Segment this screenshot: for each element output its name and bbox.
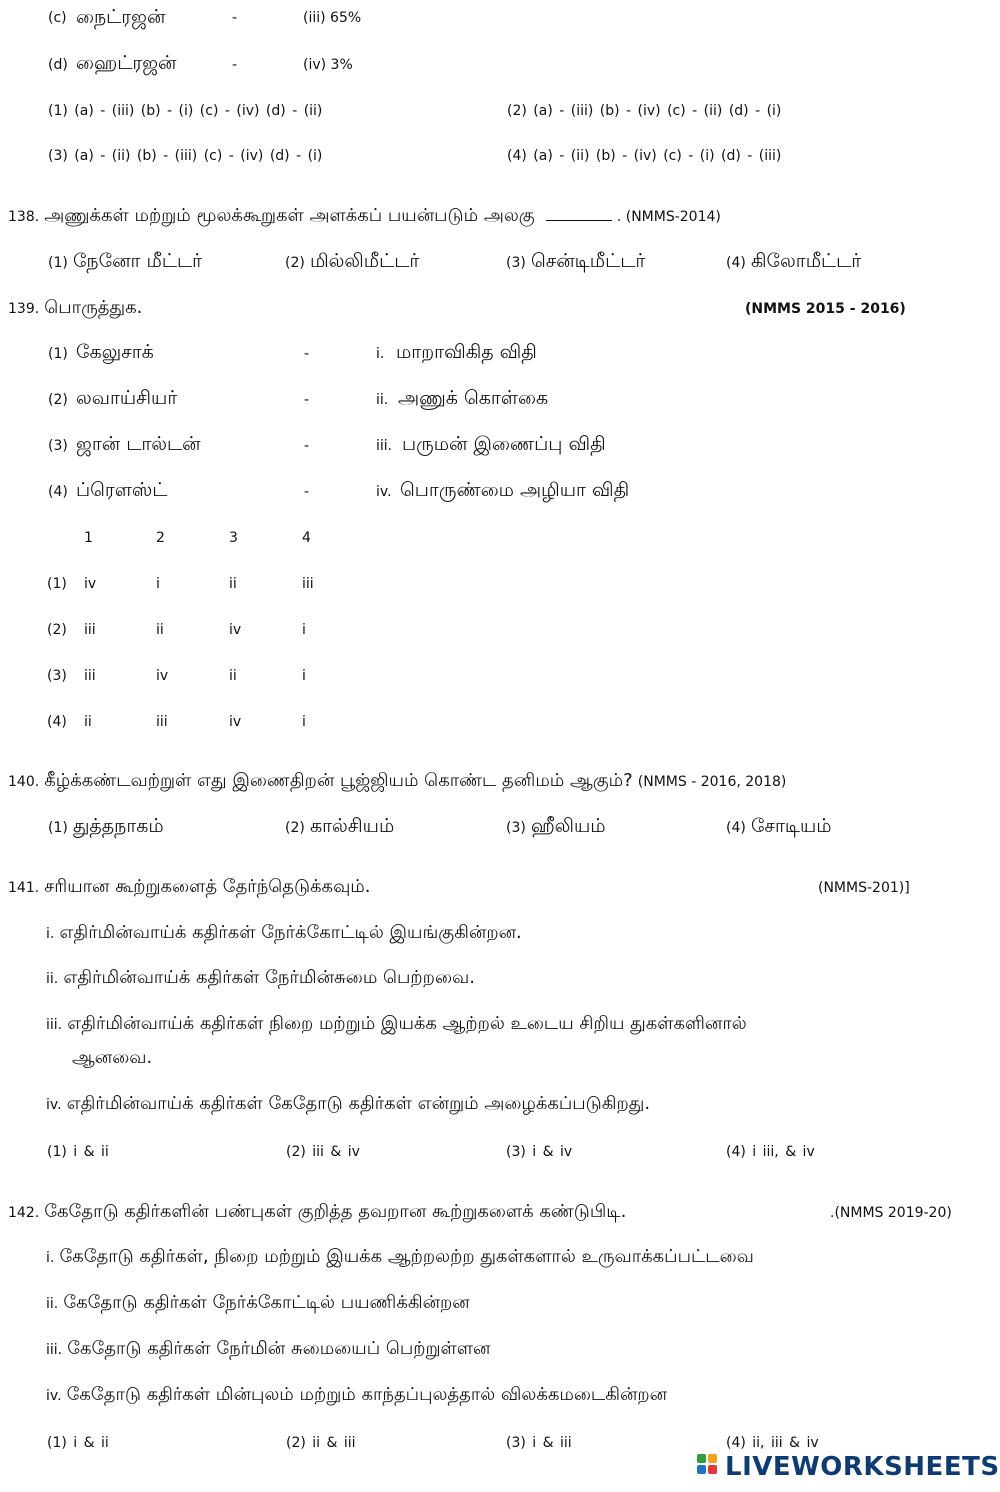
option-number: (1) (48, 255, 68, 271)
grid-header: 1 (84, 530, 93, 546)
q141-option-2[interactable]: (2) iii & iv (286, 1144, 360, 1160)
match-dash: - (232, 57, 238, 73)
left-term-2: லவாய்சியர் (76, 387, 178, 409)
statement-text: எதிர்மின்வாய்க் கதிர்கள் நேர்மின்சுமை பெற்றவை. (63, 967, 475, 988)
match-dash: - (232, 10, 238, 26)
right-term-iv: பொருண்மை அழியா விதி (400, 479, 630, 501)
grid-cell: iii (156, 714, 168, 730)
statement-number: i. (46, 1250, 55, 1266)
match-dash: - (304, 484, 310, 500)
question-number: 141. (8, 880, 40, 896)
q138-option-2[interactable] (285, 250, 419, 275)
left-num-4: (4) (48, 484, 68, 500)
statement-ii (46, 967, 475, 990)
exam-tag: .(NMMS 2019-20) (830, 1205, 952, 1221)
statement-text: எதிர்மின்வாய்க் கதிர்கள் கேதோடு கதிர்கள் என்றும் அழைக்கப்படுகிறது. (66, 1093, 651, 1114)
statement-number: ii. (46, 1296, 59, 1312)
match-term-d: ஹைட்ரஜன் (76, 52, 177, 74)
statement-text: கேதோடு கதிர்கள் நேர்க்கோட்டில் பயணிக்கின்றன (63, 1292, 470, 1313)
grid-cell: iv (229, 622, 242, 638)
q142-option-4[interactable]: (4) ii, iii & iv (726, 1435, 819, 1451)
left-num-2: (2) (48, 392, 68, 408)
answer-blank (546, 206, 612, 221)
q140-option-2[interactable] (285, 815, 394, 840)
grid-cell: i (302, 714, 306, 730)
right-num-i: i. (376, 346, 385, 362)
q142-option-3[interactable]: (3) i & iii (506, 1435, 572, 1451)
question-text: பொருத்துக. (44, 297, 143, 318)
question-text: கீழ்க்கண்டவற்றுள் எது இணைதிறன் பூஜ்ஜியம் கொண்ட தனிமம் ஆகும்? (44, 770, 633, 791)
grid-cell: iv (84, 576, 97, 592)
exam-tag: . (NMMS-2014) (616, 209, 721, 225)
statement-text: எதிர்மின்வாய்க் கதிர்கள் நேர்க்கோட்டில் இயங்குகின்றன. (59, 922, 522, 943)
question-138 (8, 205, 721, 228)
question-number: 142. (8, 1205, 40, 1221)
grid-cell: iii (84, 668, 96, 684)
liveworksheets-icon (697, 1452, 719, 1482)
option-number: (3) (506, 820, 526, 836)
grid-cell: iii (302, 576, 314, 592)
question-141 (8, 876, 371, 899)
question-text: சரியான கூற்றுகளைத் தேர்ந்தெடுக்கவும். (44, 876, 371, 897)
left-num-3: (3) (48, 438, 68, 454)
left-num-1: (1) (48, 346, 68, 362)
question-142 (8, 1201, 626, 1224)
q137-option-4[interactable]: (4) (a) - (ii) (b) - (iv) (c) - (i) (d) - (iii) (507, 148, 782, 164)
q140-option-4[interactable] (726, 815, 832, 840)
left-term-3: ஜான் டால்டன் (76, 433, 201, 455)
right-num-ii: ii. (376, 392, 389, 408)
option-number: (3) (506, 255, 526, 271)
option-label: (1) (47, 576, 67, 592)
exam-tag: (NMMS 2015 - 2016) (745, 301, 906, 317)
match-label-d: (d) (48, 57, 68, 73)
grid-cell: i (156, 576, 160, 592)
statement-number: iii. (46, 1342, 63, 1358)
grid-cell: i (302, 668, 306, 684)
match-answer-iv: (iv) 3% (303, 57, 353, 73)
left-term-1: கேலுசாக் (76, 341, 154, 363)
option-label: (2) (47, 622, 67, 638)
question-text: அணுக்கள் மற்றும் மூலக்கூறுகள் அளக்கப் பயன்படும் அலகு (44, 205, 535, 226)
q141-option-1[interactable]: (1) i & ii (47, 1144, 109, 1160)
left-term-4: ப்ரௌஸ்ட் (76, 479, 168, 501)
statement-iii (46, 1013, 747, 1036)
option-text: துத்தநாகம் (72, 815, 164, 837)
option-text: சென்டிமீட்டர் (530, 250, 646, 272)
question-139 (8, 297, 142, 320)
grid-cell: ii (84, 714, 92, 730)
statement-number: iv. (46, 1388, 62, 1404)
grid-cell: ii (156, 622, 164, 638)
option-label: (4) (47, 714, 67, 730)
option-number: (1) (48, 820, 68, 836)
statement-iv (46, 1093, 650, 1116)
question-number: 140. (8, 774, 40, 790)
option-number: (2) (285, 820, 305, 836)
liveworksheets-logo[interactable] (697, 1450, 1000, 1484)
right-num-iii: iii. (376, 438, 393, 454)
statement-ii (46, 1292, 470, 1315)
right-term-i: மாறாவிகித விதி (396, 341, 537, 363)
grid-header: 2 (156, 530, 165, 546)
statement-i (46, 922, 522, 945)
option-label: (3) (47, 668, 67, 684)
grid-cell: iv (156, 668, 169, 684)
option-text: சோடியம் (750, 815, 832, 837)
logo-text: LIVEWORKSHEETS (725, 1452, 1000, 1482)
grid-header: 4 (302, 530, 311, 546)
q137-option-3[interactable]: (3) (a) - (ii) (b) - (iii) (c) - (iv) (d) - (i) (48, 148, 323, 164)
statement-number: ii. (46, 971, 59, 987)
statement-iv (46, 1384, 667, 1407)
q140-option-3[interactable] (506, 815, 606, 840)
q142-option-2[interactable]: (2) ii & iii (286, 1435, 356, 1451)
option-text: நேனோ மீட்டர் (72, 250, 203, 272)
statement-number: iii. (46, 1017, 63, 1033)
right-term-iii: பருமன் இணைப்பு விதி (402, 433, 606, 455)
q138-option-4[interactable] (726, 250, 861, 275)
match-dash: - (304, 392, 310, 408)
option-text: ஹீலியம் (530, 815, 606, 837)
statement-text: கேதோடு கதிர்கள் நேர்மின் சுமையைப் பெற்றுள்ளன (67, 1338, 491, 1359)
statement-iii-continued: ஆனவை. (72, 1047, 153, 1068)
grid-cell: iii (84, 622, 96, 638)
option-number: (4) (726, 255, 746, 271)
question-number: 139. (8, 301, 40, 317)
match-answer-iii: (iii) 65% (303, 10, 362, 26)
match-label-c: (c) (48, 10, 67, 26)
statement-iii (46, 1338, 490, 1361)
option-text: மில்லிமீட்டர் (309, 250, 420, 272)
q140-option-1[interactable] (48, 815, 164, 840)
option-text: கிலோமீட்டர் (750, 250, 862, 272)
option-text: கால்சியம் (309, 815, 395, 837)
right-term-ii: அணுக் கொள்கை (398, 387, 549, 409)
option-number: (4) (726, 820, 746, 836)
question-140 (8, 770, 786, 793)
right-num-iv: iv. (376, 484, 392, 500)
match-dash: - (304, 346, 310, 362)
match-term-c: நைட்ரஜன் (76, 6, 166, 28)
statement-number: iv. (46, 1097, 62, 1113)
option-number: (2) (285, 255, 305, 271)
statement-text: கேதோடு கதிர்கள் மின்புலம் மற்றும் காந்தப்புலத்தால் விலக்கமடைகின்றன (66, 1384, 668, 1405)
statement-text: எதிர்மின்வாய்க் கதிர்கள் நிறை மற்றும் இயக்க ஆற்றல் உடைய சிறிய துகள்களினால் (67, 1013, 747, 1034)
grid-cell: ii (229, 668, 237, 684)
exam-tag: (NMMS - 2016, 2018) (637, 774, 787, 790)
question-text: கேதோடு கதிர்களின் பண்புகள் குறித்த தவறான கூற்றுகளைக் கண்டுபிடி. (44, 1201, 627, 1222)
q138-option-3[interactable] (506, 250, 645, 275)
grid-cell: i (302, 622, 306, 638)
q137-option-2[interactable]: (2) (a) - (iii) (b) - (iv) (c) - (ii) (d) - (i) (507, 103, 782, 119)
grid-cell: iv (229, 714, 242, 730)
grid-cell: ii (229, 576, 237, 592)
question-number: 138. (8, 209, 40, 225)
match-dash: - (304, 438, 310, 454)
grid-header: 3 (229, 530, 238, 546)
q141-option-4[interactable]: (4) i iii, & iv (726, 1144, 815, 1160)
statement-i (46, 1246, 754, 1269)
q137-option-1[interactable]: (1) (a) - (iii) (b) - (i) (c) - (iv) (d) - (ii) (48, 103, 323, 119)
statement-text: கேதோடு கதிர்கள், நிறை மற்றும் இயக்க ஆற்றலற்ற துகள்களால் உருவாக்கப்பட்டவை (59, 1246, 754, 1267)
q138-option-1[interactable] (48, 250, 202, 275)
q142-option-1[interactable]: (1) i & ii (47, 1435, 109, 1451)
statement-number: i. (46, 926, 55, 942)
exam-tag: (NMMS-201)] (818, 880, 910, 896)
q141-option-3[interactable]: (3) i & iv (506, 1144, 573, 1160)
